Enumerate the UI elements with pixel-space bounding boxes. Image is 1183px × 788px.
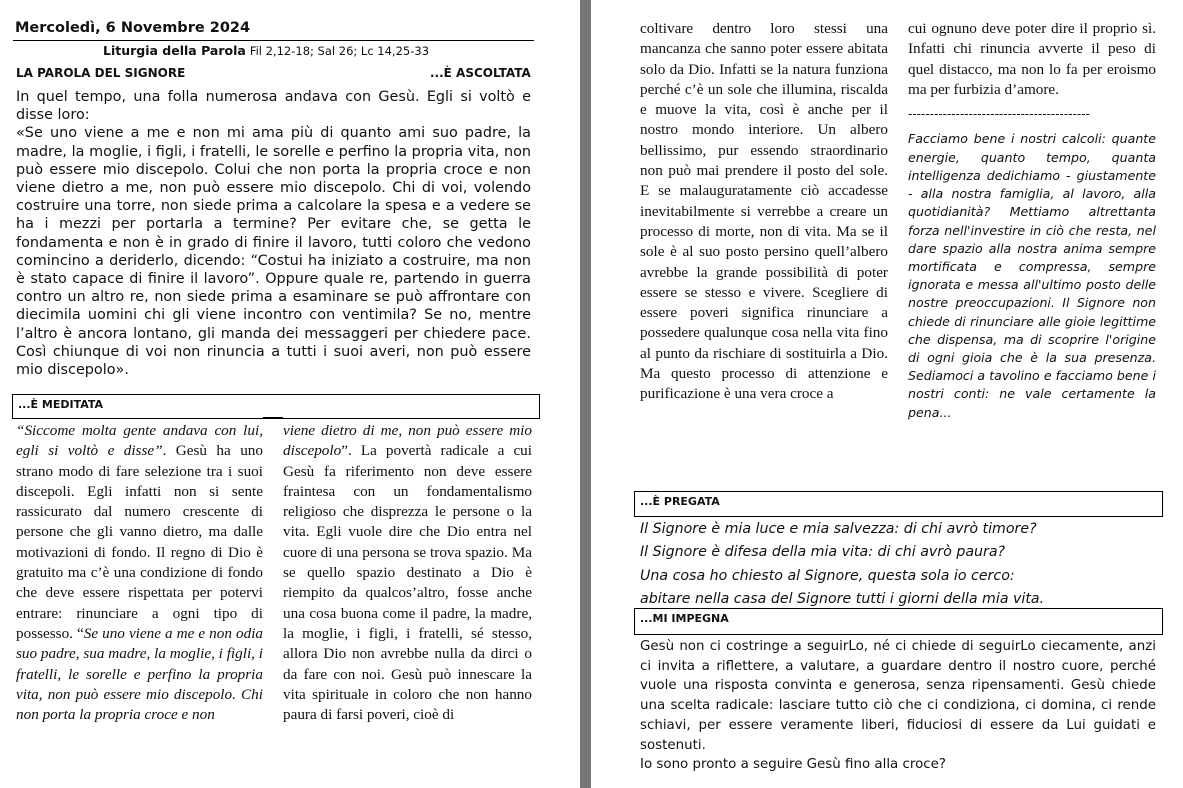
prayer-line: Il Signore è mia luce e mia salvezza: di chi avrò timore? (640, 521, 1037, 537)
impegna-paragraph: Gesù non ci costringe a seguirLo, né ci chiede di seguirLo ciecamente, anzi ci invita a riflettere, a valutare, a guardare dentro il nostro cuore, perché vuole una risposta convinta e generosa, senza ripensamenti. Gesù chiede una scelta radicale: lasciare tutto ciò che ci condiziona, ci domina, ci rende schiavi, per essere veramente liberi, fiduciosi di essere da Lui guidati e sostenuti. (640, 639, 1156, 753)
meditata-col4-text: cui ognuno deve poter dire il proprio sì. Infatti chi rinuncia avverte il peso di quel distacco, ma non lo fa per eroismo ma per furbizia d’amore. (908, 20, 1156, 98)
impegna-header (634, 608, 1163, 635)
meditata-col1-text1: . Gesù ha uno strano modo di fare selezione tra i suoi discepoli. Egli infatti non si sente rassicurato dal numero crescente di persone che gli vanno dietro, ma dalle motivazioni di fondo. Il regno di Dio è gratuito ma c’è una condizione di fondo che deve essere rispettata per potervi entrare: rinunciare a ogni tipo di possesso. “ (16, 442, 263, 642)
meditata-col4-italic: Facciamo bene i nostri calcoli: quante energie, quanto tempo, quanta intelligenza dedichiamo - giustamente - alla nostra famiglia, al lavoro, alla quotidianità? Mettiamo altrettanta forza nell'investire in ciò che resta, nel dare spazio alla nostra anima sempre mortificata e compressa, sempre ignorata e messa all'ultimo posto delle nostre preoccupazioni. Il Signore non chiede di rinunciare alle gioie legittime che dispensa, ma di scoprire l'origine di ogni gioia che è la sua presenza. Sediamoci a tavolino e facciamo bene i nostri conti: ne vale certamente la pena... (908, 131, 1156, 420)
meditata-column-4 (908, 19, 1156, 422)
prayer-line: abitare nella casa del Signore tutti i giorni della mia vita. (640, 590, 1045, 607)
liturgia-title: Liturgia della Parola (103, 43, 246, 58)
impegna-label: ...MI IMPEGNA (640, 612, 729, 625)
impegna-text (640, 637, 1156, 775)
meditata-column-3 (640, 19, 888, 405)
header-rule (13, 40, 534, 41)
meditata-col2-paragraph (283, 421, 532, 725)
gospel-intro: In quel tempo, una folla numerosa andava con Gesù. Egli si voltò e disse loro: (16, 89, 531, 124)
impegna-question: Io sono pronto a seguire Gesù fino alla croce? (640, 757, 946, 773)
liturgia-refs: Fil 2,12-18; Sal 26; Lc 14,25-33 (249, 44, 430, 58)
header-date: Mercoledì, 6 Novembre 2024 (15, 20, 251, 36)
ascoltata-label: ...È ASCOLTATA (430, 66, 531, 80)
meditata-header (12, 394, 540, 419)
meditata-col2-quote: viene dietro di me, non può essere mio discepolo (283, 422, 532, 460)
column-tick (263, 417, 283, 418)
parola-label: LA PAROLA DEL SIGNORE (16, 66, 186, 80)
meditata-separator: ------------------------------------------ (908, 107, 1090, 122)
meditata-col3-text: coltivare dentro loro stessi una mancanza che sanno poter essere abitata solo da Dio. Infatti se la natura funziona perché c’è un sole che illumina, riscalda e muove la vita, così è anche per il nostro mondo interiore. Un albero bellissimo, pur essendo straordinario non può mai prendere il posto del sole. E se malauguratamente ciò accadesse inevitabilmente si verrebbe a creare un processo di morte, non di vita. Ma se il sole è al suo posto persino quell’albero avrebbe la grande possibilità di poter essere se stesso e vivere. Scegliere di essere poveri significa rinunciare a possedere qualunque cosa nella vita fino al punto da rischiare di sostituirla a Dio. Ma questo processo di attenzione e purificazione è una vera croce a (640, 20, 888, 403)
meditata-col2-text: ”. La povertà radicale a cui Gesù fa riferimento non deve essere fraintesa con un fondamentalismo religioso che disprezza le persone o la vita. Egli vuole dire che Dio entra nel cuore di una persona se trova spazio. Ma se quello spazio destinato a Dio è riempito da qualcos’altro, fosse anche una cosa buona come il padre, la madre, la moglie, i figli, i fratelli, sé stesso, allora Dio non avrebbe nulla da dirci o da fare con noi. Gesù può innescare la vita spirituale in coloro che non hanno paura di farsi poveri, cioè di (283, 442, 532, 724)
meditata-col1-quote1: “Siccome molta gente andava con lui, egli si voltò e disse” (16, 422, 263, 460)
page-divider (580, 0, 591, 788)
liturgia-line (103, 43, 429, 58)
prayer-text (640, 518, 1160, 611)
pregata-header (634, 491, 1163, 517)
meditata-col1-paragraph (16, 421, 263, 725)
meditata-column-1 (16, 421, 263, 725)
gospel-text (16, 88, 531, 379)
meditata-label: ...È MEDITATA (18, 398, 104, 411)
prayer-line: Una cosa ho chiesto al Signore, questa sola io cerco: (640, 567, 1015, 584)
meditata-column-2 (283, 421, 532, 725)
pregata-label: ...È PREGATA (640, 495, 720, 508)
prayer-line: Il Signore è difesa della mia vita: di chi avrò paura? (640, 544, 1006, 561)
meditata-col1-quote2: Se uno viene a me e non odia suo padre, sua madre, la moglie, i figli, i fratelli, le sorelle e perfino la propria vita, non può essere mio discepolo. Chi non porta la propria croce e non (16, 624, 264, 724)
gospel-body: «Se uno viene a me e non mi ama più di quanto ami suo padre, la madre, la moglie, i figli, i fratelli, le sorelle e perfino la propria vita, non può essere mio discepolo. Colui che non porta la propria croce e non viene dietro a me, non può essere mio discepolo. Chi di voi, volendo costruire una torre, non siede prima a calcolare la spesa e a vedere se ha i mezzi per portarla a termine? Per evitare che, se getta le fondamenta e non è in grado di finire il lavoro, tutti coloro che vedono comincino a deriderlo, dicendo: “Costui ha iniziato a costruire, ma non è stato capace di finire il lavoro”. Oppure quale re, partendo in guerra contro un altro re, non siede prima a esaminare se può affrontare con diecimila uomini chi gli viene incontro con ventimila? Se no, mentre l’altro è ancora lontano, gli manda dei messaggeri per chiedere pace. Così chiunque di voi non rinuncia a tutti i suoi averi, non può essere mio discepolo». (16, 125, 531, 379)
